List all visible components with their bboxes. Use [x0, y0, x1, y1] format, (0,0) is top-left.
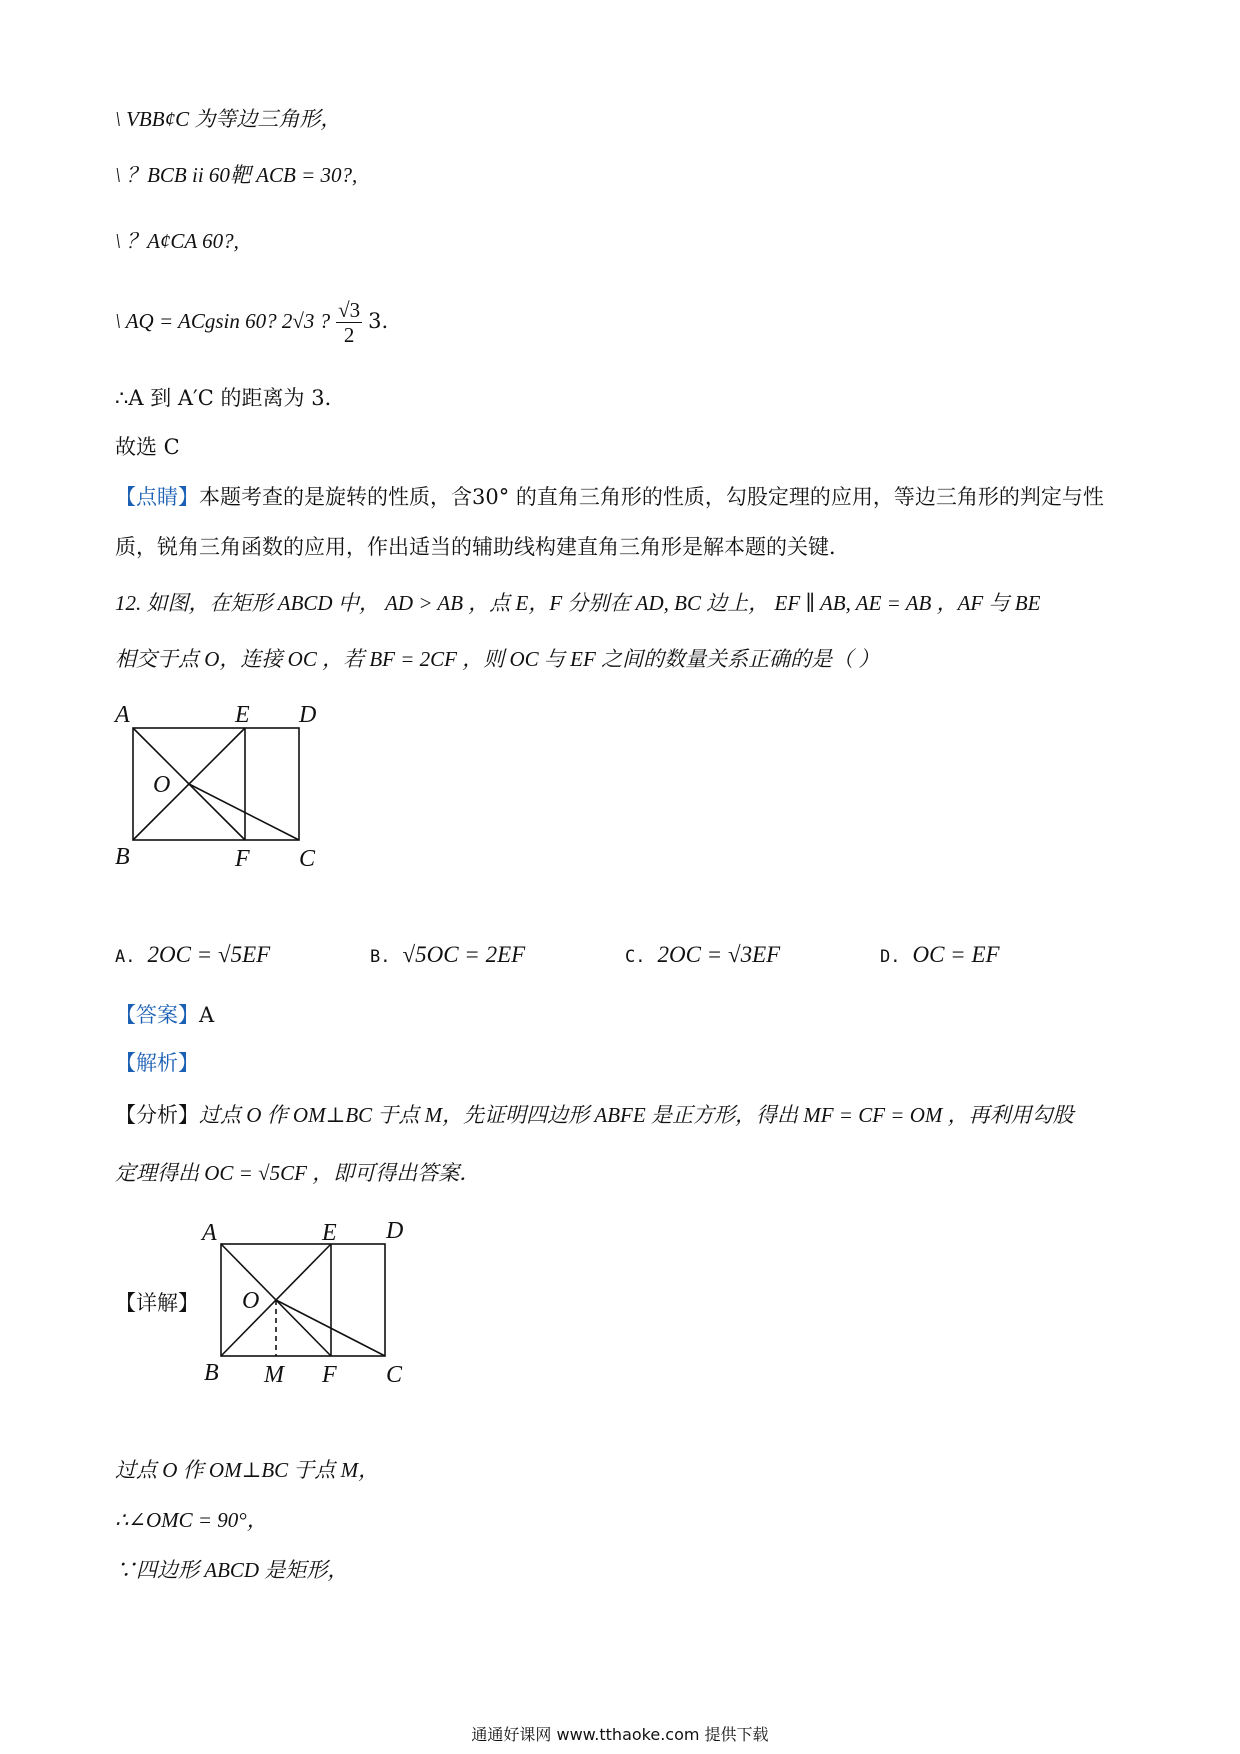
- option-d[interactable]: D. OC = EF: [880, 942, 1000, 967]
- analysis-heading: 【解析】: [115, 1051, 199, 1075]
- label-e: E: [322, 1220, 337, 1246]
- question-12-line-2: 相交于点 O，连接 OC ，若 BF = 2CF ，则 OC 与 EF 之间的数量关系正确的是（ ）: [115, 647, 880, 671]
- label-o: O: [153, 772, 171, 798]
- figure-rectangle-with-om: [196, 1212, 426, 1388]
- question-12-line-1: 12. 如图，在矩形 ABCD 中， AD > AB ，点 E，F 分别在 AD, BC 边上， EF ∥ AB, AE = AB ，AF 与 BE: [115, 591, 1041, 615]
- label-b: B: [204, 1360, 219, 1386]
- label-f: F: [322, 1362, 337, 1388]
- text-line-5: ∴A 到 A′C 的距离为 3．: [115, 386, 346, 410]
- fenxi-line-2: 定理得出 OC = √5CF ，即可得出答案．: [115, 1161, 481, 1185]
- option-b[interactable]: B. √5OC = 2EF: [370, 942, 526, 967]
- label-b: B: [115, 844, 130, 868]
- label-a: A: [115, 702, 130, 728]
- label-d: D: [386, 1218, 404, 1244]
- text-line-1: \ VBB¢C 为等边三角形，: [115, 107, 342, 131]
- dianjing-line-2: 质，锐角三角函数的应用，作出适当的辅助线构建直角三角形是解本题的关键．: [115, 535, 850, 559]
- dianjing-line-1: 【点睛】本题考查的是旋转的性质，含30° 的直角三角形的性质，勾股定理的应用，等边三角形的判定与性: [115, 485, 1104, 509]
- label-d: D: [299, 702, 317, 728]
- solution-line-1: 过点 O 作 OM⊥BC 于点 M，: [115, 1458, 380, 1482]
- option-c[interactable]: C. 2OC = √3EF: [625, 942, 781, 967]
- label-a: A: [202, 1220, 217, 1246]
- text-line-2: \ ？BCB ii 60靶 ACB = 30?,: [115, 163, 358, 187]
- label-f: F: [235, 846, 250, 868]
- label-c: C: [386, 1362, 403, 1388]
- text-line-3: \ ？A¢CA 60?,: [115, 229, 239, 253]
- label-e: E: [235, 702, 250, 728]
- text-line-4: \ AQ = ACgsin 60? 2√3 ? $\frac{√3}{2}$ 3.: [115, 298, 389, 347]
- fenxi-line-1: 【分析】过点 O 作 OM⊥BC 于点 M，先证明四边形 ABFE 是正方形，得出 MF = CF = OM ，再利用勾股: [115, 1103, 1074, 1127]
- label-m: M: [264, 1362, 284, 1388]
- footer-watermark: 通通好课网 www.tthaoke.com 提供下载: [471, 1725, 769, 1744]
- text-line-6: 故选 C: [115, 435, 180, 459]
- fraction: $\frac{√3}{2}$: [338, 298, 361, 347]
- label-c: C: [299, 846, 316, 868]
- label-o: O: [242, 1288, 260, 1314]
- solution-line-2: ∴∠OMC = 90°，: [115, 1508, 268, 1532]
- option-a[interactable]: A. 2OC = √5EF: [115, 942, 271, 967]
- figure-rectangle-abcd: [110, 692, 340, 868]
- answer-line: 【答案】A: [115, 1003, 215, 1027]
- xiangjie-label: 【详解】: [115, 1291, 199, 1315]
- solution-line-3: ∵四边形 ABCD 是矩形，: [115, 1558, 349, 1582]
